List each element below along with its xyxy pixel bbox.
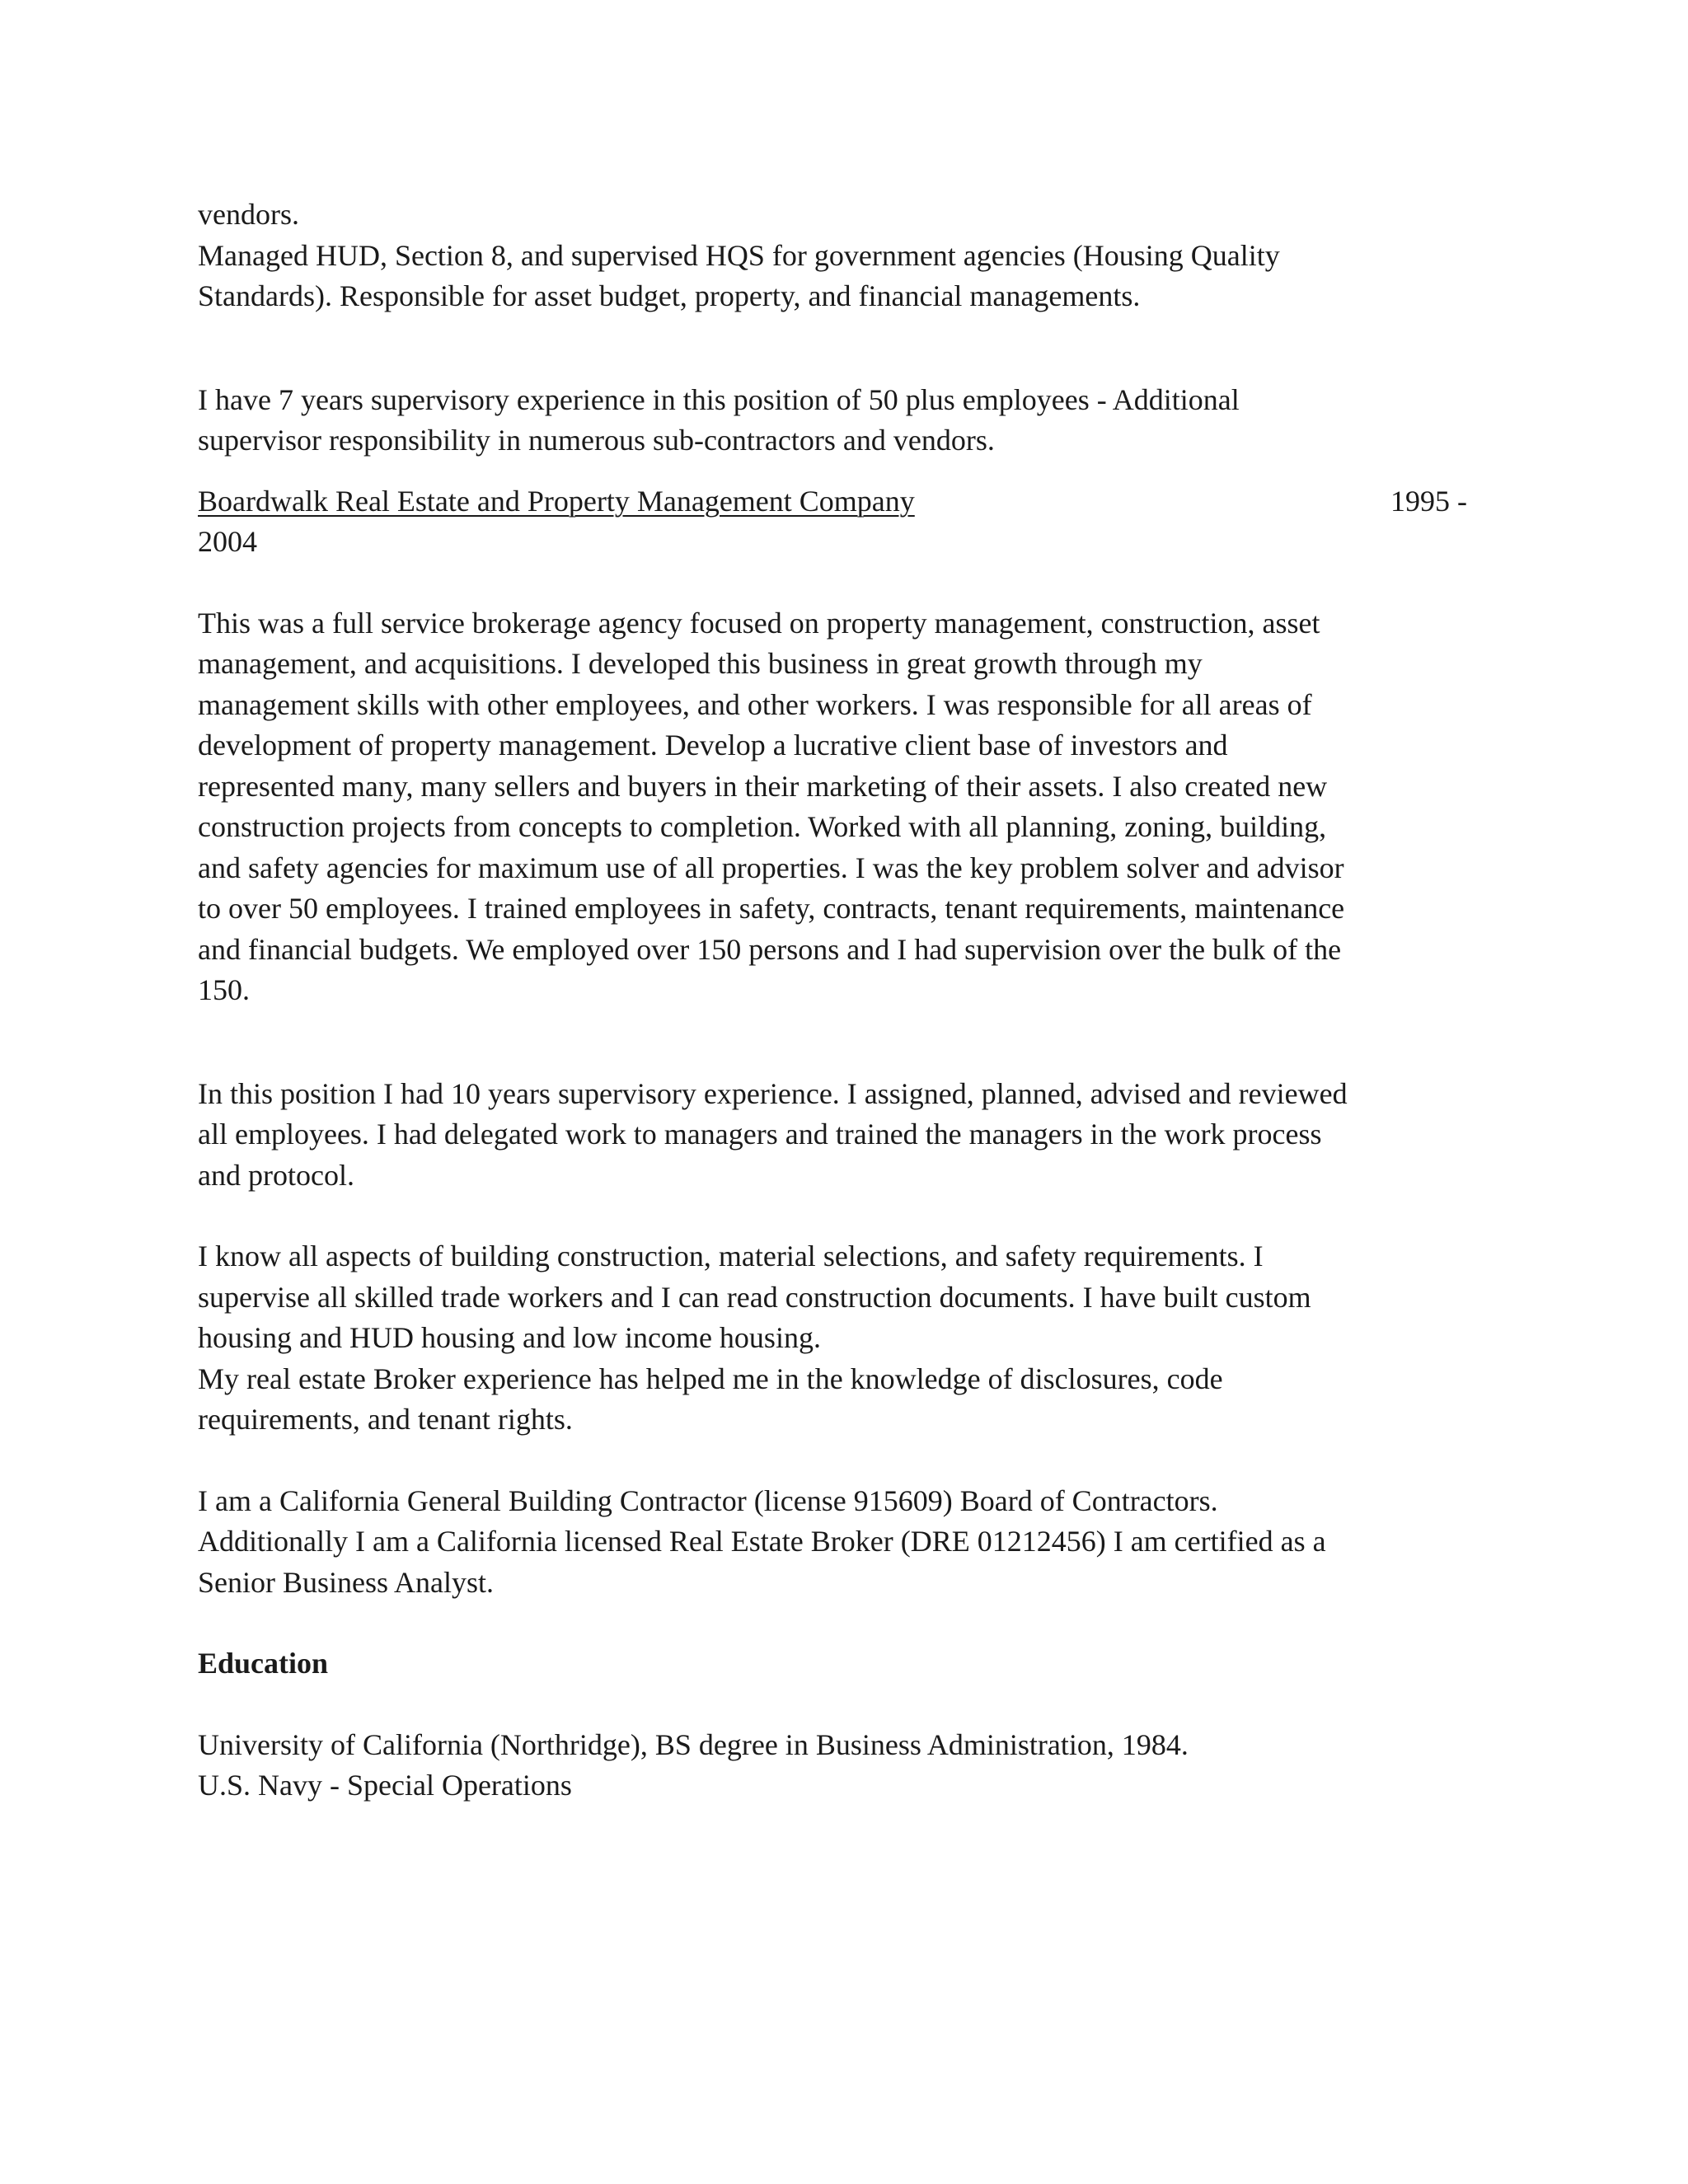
licenses-paragraph <box>198 1481 1467 1604</box>
paragraph-line: represented many, many sellers and buyers in their marketing of their assets. I also created new <box>198 769 1328 803</box>
education-heading: Education <box>198 1647 329 1680</box>
job-dates-start: 1995 - <box>1390 484 1467 518</box>
paragraph-line: to over 50 employees. I trained employees in safety, contracts, tenant requirements, maintenance <box>198 892 1345 925</box>
education-section <box>198 1643 1467 1807</box>
supervisory-experience-paragraph-2 <box>198 1074 1467 1197</box>
paragraph-line: construction projects from concepts to completion. Worked with all planning, zoning, building, <box>198 810 1327 843</box>
paragraph-line: I have 7 years supervisory experience in this position of 50 plus employees - Additional <box>198 382 1240 416</box>
paragraph-line: and protocol. <box>198 1158 354 1192</box>
paragraph-line: management, and acquisitions. I developed this business in great growth through my <box>198 647 1203 680</box>
paragraph-line: My real estate Broker experience has helped me in the knowledge of disclosures, code <box>198 1361 1223 1395</box>
paragraph-line: all employees. I had delegated work to managers and trained the managers in the work process <box>198 1118 1322 1151</box>
paragraph-line: Senior Business Analyst. <box>198 1565 495 1599</box>
intro-line: Managed HUD, Section 8, and supervised HQS for government agencies (Housing Quality <box>198 238 1280 272</box>
paragraph-line: 150. <box>198 973 250 1006</box>
paragraph-line: In this position I had 10 years supervisory experience. I assigned, planned, advised and reviewed <box>198 1076 1348 1110</box>
construction-experience-paragraph <box>198 1236 1467 1441</box>
paragraph-line: requirements, and tenant rights. <box>198 1403 573 1436</box>
paragraph-line: and financial budgets. We employed over 150 persons and I had supervision over the bulk of the <box>198 932 1342 966</box>
paragraph-line: I know all aspects of building construction, material selections, and safety requirements. I <box>198 1240 1264 1272</box>
paragraph-line: I am a California General Building Contractor (license 915609) Board of Contractors. <box>198 1483 1218 1517</box>
paragraph-line: management skills with other employees, and other workers. I was responsible for all areas of <box>198 687 1312 721</box>
paragraph-line: and safety agencies for maximum use of all properties. I was the key problem solver and advisor <box>198 851 1344 884</box>
paragraph-line: supervisor responsibility in numerous sub-contractors and vendors. <box>198 424 995 457</box>
intro-paragraph <box>198 194 1467 317</box>
intro-line: Standards). Responsible for asset budget, property, and financial managements. <box>198 279 1141 312</box>
job-description-paragraph <box>198 603 1467 1011</box>
company-name: Boardwalk Real Estate and Property Management Company <box>198 484 915 518</box>
company-row <box>198 481 1467 523</box>
resume-page <box>198 194 1467 1807</box>
intro-line: vendors. <box>198 198 299 231</box>
paragraph-line: supervise all skilled trade workers and I can read construction documents. I have built custom <box>198 1280 1311 1314</box>
education-entry: U.S. Navy - Special Operations <box>198 1769 572 1802</box>
job-dates-end: 2004 <box>198 525 257 558</box>
supervisory-experience-paragraph-1 <box>198 380 1467 462</box>
paragraph-line: development of property management. Develop a lucrative client base of investors and <box>198 729 1228 762</box>
job-header <box>198 481 1467 563</box>
paragraph-line: Additionally I am a California licensed Real Estate Broker (DRE 01212456) I am certified as a <box>198 1525 1326 1558</box>
education-entry: University of California (Northridge), BS degree in Business Administration, 1984. <box>198 1727 1189 1761</box>
paragraph-line: This was a full service brokerage agency focused on property management, construction, asset <box>198 606 1320 640</box>
paragraph-line: housing and HUD housing and low income housing. <box>198 1321 821 1354</box>
